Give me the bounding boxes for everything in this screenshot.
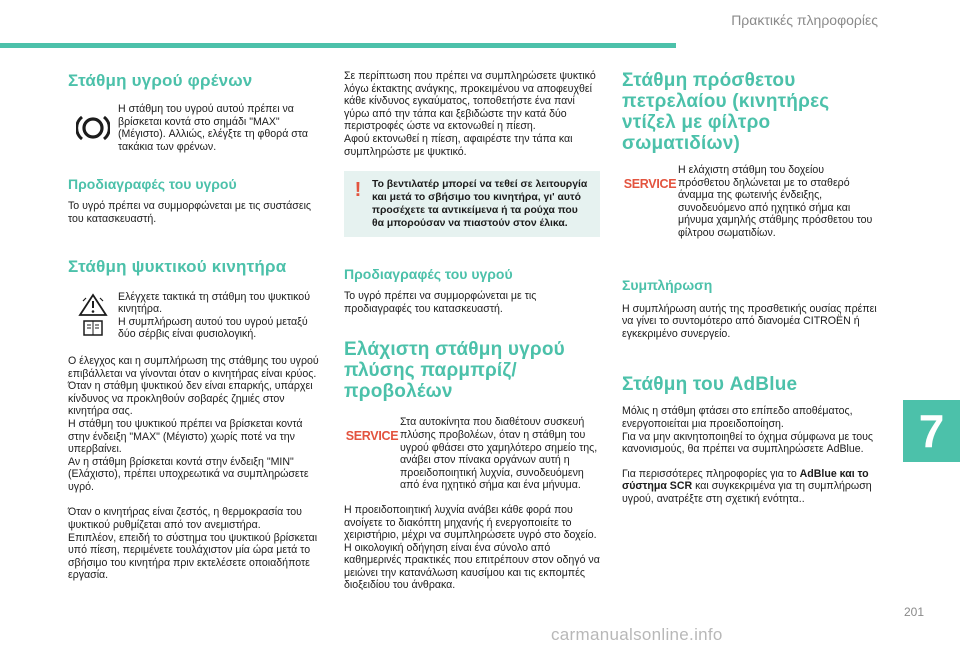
watermark: carmanualsonline.info: [551, 625, 723, 644]
column-2: [344, 62, 600, 592]
coolant-spec-title: Προδιαγραφές του υγρού: [344, 266, 513, 283]
coolant-intro-block: [68, 291, 324, 341]
adblue-title: Στάθμη του AdBlue: [622, 374, 798, 396]
refill-title: Συμπλήρωση: [622, 276, 713, 293]
coolant-emergency-text: Σε περίπτωση που πρέπει να συμπληρώσετε ψυκτικό λόγω έκτακτης ανάγκης, προκειμένου να αποφευχθεί κάθε κίνδυνος εγκαύματος, τοποθετήστε ένα πανί γύρω από την τάπα και ξεβιδώστε την κατά δύο περιστροφές ώστε να εκτονωθεί η πίεση. Αφού εκτονωθεί η πίεση, αφαιρέστε την τάπα και συμπληρώστε με ψυκτικό.: [344, 70, 596, 158]
section-header: Πρακτικές πληροφορίες: [731, 12, 878, 28]
coolant-intro-text: Ελέγχετε τακτικά τη στάθμη του ψυκτικού κινητήρα. Η συμπλήρωση αυτού του υγρού μεταξύ δύο σέρβις είναι φυσιολογική.: [118, 290, 310, 341]
brake-fluid-text: Η στάθμη του υγρού αυτού πρέπει να βρίσκεται κοντά στο σημάδι "MAX" (Μέγιστο). Αλλιώς, ελέγξτε τη φθορά στα τακάκια των φρένων.: [118, 103, 308, 153]
manual-book-icon: [82, 319, 104, 337]
brake-fluid-block: [68, 103, 324, 153]
adblue-text: Μόλις η στάθμη φτάσει στο επίπεδο αποθέματος, ενεργοποιείται μια προειδοποίηση. Για να μην ακινητοποιηθεί το όχημα σύμφωνα με τους κανονισμούς, θα πρέπει να συμπληρώσετε AdBlue.: [622, 405, 873, 456]
coolant-title: Στάθμη ψυκτικού κινητήρα: [68, 256, 287, 276]
coolant-paragraph-2: Όταν ο κινητήρας είναι ζεστός, η θερμοκρασία του ψυκτικού ρυθμίζεται από τον ανεμιστήρα. Επιπλέον, επειδή το σύστημα του ψυκτικού βρίσκεται υπό πίεση, περιμένετε τουλάχιστον μία ώρα μετά το σβήσιμο του κινητήρα πριν εκτελέσετε οποιαδήποτε εργασία.: [68, 506, 318, 582]
refill-text: Η συμπλήρωση αυτής της προσθετικής ουσίας πρέπει να γίνει το συντομότερο από διανομέα CITROËN ή εγκεκριμένο συνεργείο.: [622, 302, 877, 340]
fan-warning-box: [344, 171, 600, 237]
hot-warning-icon: [78, 293, 108, 317]
washer-fluid-icon-text: Στα αυτοκίνητα που διαθέτουν συσκευή πλύσης προβολέων, όταν η στάθμη του υγρού φθάσει στο χαμηλότερο σημείο της, ανάβει στον πίνακα οργάνων αυτή η προειδοποιητική λυχνία, συνοδευόμενη από ένα ηχητικό σήμα και ένα μήνυμα.: [400, 416, 598, 492]
diesel-additive-block: [622, 164, 878, 240]
chapter-tab: 7: [903, 400, 960, 462]
column-3: [622, 62, 878, 506]
washer-fluid-text: Η προειδοποιητική λυχνία ανάβει κάθε φορά που ανοίγετε το διακόπτη μηχανής ή ενεργοποιείτε το χειριστήριο, μέχρι να συμπληρώσετε υγρό στο δοχείο. Η οικολογική οδήγηση είναι ένα σύνολο από καθημερινές πρακτικές που επιτρέπουν στον οδηγό να μειώνει την κατανάλωση καυσίμου και τις εκπομπές διοξειδίου του άνθρακα.: [344, 503, 600, 592]
service-warning-icon: SERVICE: [623, 177, 677, 191]
diesel-additive-text: Η ελάχιστη στάθμη του δοχείου πρόσθετου δηλώνεται με το σταθερό άναμμα της φωτεινής ένδειξης, συνοδευόμενο από ηχητικό σήμα και μήνυμα χαμηλής στάθμης πρόσθετου του φίλτρου σωματιδίων.: [678, 164, 873, 239]
service-warning-icon: SERVICE: [345, 429, 399, 444]
fan-warning-text: Το βεντιλατέρ μπορεί να τεθεί σε λειτουργία και μετά το σβήσιμο του κινητήρα, γι' αυτό προσέχετε τα αντικείμενα ή τα ρούχα που θα μπορούσαν να πιαστούν στον έλικα.: [372, 179, 588, 230]
column-1: [68, 62, 324, 582]
brake-spec-text: Το υγρό πρέπει να συμμορφώνεται με τις συστάσεις του κατασκευαστή.: [68, 200, 312, 225]
adblue-more-info: Για περισσότερες πληροφορίες για το AdBlue και το σύστημα SCR και συγκεκριμένα για τη συμπλήρωση υγρού, ανατρέξτε στη σχετική ενότητα..: [622, 467, 872, 505]
top-accent-bar: [0, 43, 676, 48]
page-number: 201: [904, 605, 925, 619]
washer-fluid-title: Ελάχιστη στάθμη υγρού πλύσης παρμπρίζ/προβολέων: [344, 339, 565, 403]
coolant-spec-text: Το υγρό πρέπει να συμμορφώνεται με τις προδιαγραφές του κατασκευαστή.: [344, 290, 537, 315]
diesel-additive-title: Στάθμη πρόσθετου πετρελαίου (κινητήρες ντίζελ με φίλτρο σωματιδίων): [622, 70, 830, 154]
brake-spec-title: Προδιαγραφές του υγρού: [68, 176, 237, 193]
exclamation-icon: !: [354, 179, 362, 202]
brake-warning-icon: [68, 103, 118, 153]
coolant-paragraph-1: Ο έλεγχος και η συμπλήρωση της στάθμης του υγρού επιβάλλεται να γίνονται όταν ο κινητήρας είναι κρύος. Όταν η στάθμη ψυκτικού δεν είναι επαρκής, υπάρχει κίνδυνος να προκληθούν σοβαρές ζημιές στον κινητήρα σας. Η στάθμη του ψυκτικού πρέπει να βρίσκεται κοντά στην ένδειξη "MAX" (Μέγιστο) χωρίς ποτέ να την υπερβαίνει. Αν η στάθμη βρίσκεται κοντά στην ένδειξη "MIN" (Ελάχιστο), πρέπει υποχρεωτικά να συμπληρώσετε υγρό.: [68, 354, 319, 493]
washer-fluid-block: [344, 416, 600, 492]
brake-fluid-title: Στάθμη υγρού φρένων: [68, 71, 253, 90]
